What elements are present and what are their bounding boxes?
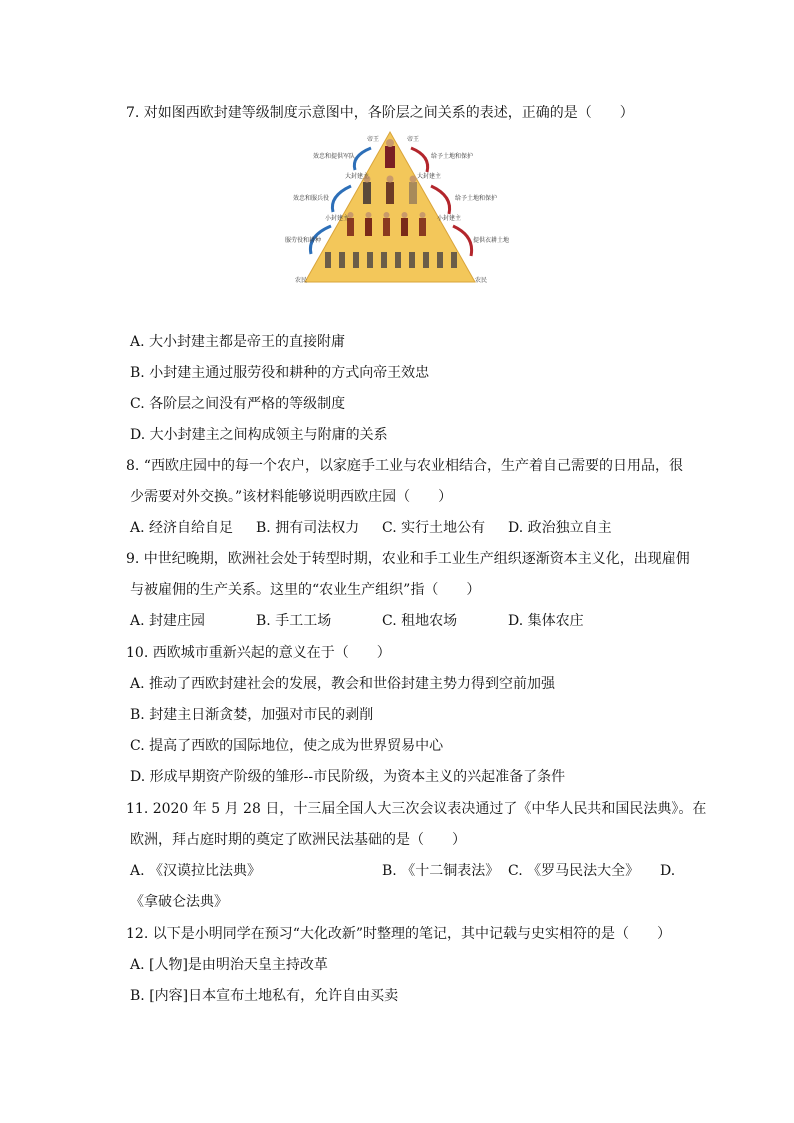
tier-label-great-lord-right: 大封建主 xyxy=(417,173,442,180)
tier-label-king-right: 帝王 xyxy=(407,136,420,143)
q10-option-a: A. 推动了西欧封建社会的发展，教会和世俗封建主势力得到空前加强 xyxy=(130,676,556,692)
q9-stem-line1: 9. 中世纪晚期，欧洲社会处于转型时期，农业和手工业生产组织逐渐资本主义化，出现雇佣 xyxy=(126,551,690,567)
tier-label-peasant-left: 农民 xyxy=(295,277,308,284)
q7-option-d: D. 大小封建主之间构成领主与附庸的关系 xyxy=(130,427,388,443)
q11-option-c: C. 《罗马民法大全》 xyxy=(508,863,640,879)
q8-option-c: C. 实行土地公有 xyxy=(382,520,486,536)
king-figure xyxy=(385,139,395,168)
q9-option-a: A. 封建庄园 xyxy=(130,613,206,629)
q11-stem-line2: 欧洲，拜占庭时期的奠定了欧洲民法基础的是（ ） xyxy=(130,832,466,848)
q9-stem-line2: 与被雇佣的生产关系。这里的“农业生产组织”指（ ） xyxy=(130,582,481,598)
tier-label-lesser-lord-right: 小封建主 xyxy=(437,215,462,222)
q12-option-a: A. [人物]是由明治天皇主持改革 xyxy=(130,957,328,973)
q8-option-a: A. 经济自给自足 xyxy=(130,520,234,536)
left-relation-label-3: 服劳役和耕种 xyxy=(285,237,322,244)
q11-option-b: B. 《十二铜表法》 xyxy=(382,863,500,879)
q10-option-d: D. 形成早期资产阶级的雏形--市民阶级，为资本主义的兴起准备了条件 xyxy=(130,769,566,785)
q7-stem: 7. 对如图西欧封建等级制度示意图中，各阶层之间关系的表述，正确的是（ ） xyxy=(126,105,634,121)
q7-option-c: C. 各阶层之间没有严格的等级制度 xyxy=(130,396,346,412)
q9-option-b: B. 手工工场 xyxy=(256,613,332,629)
q8-stem-line2: 少需要对外交换。”该材料能够说明西欧庄园（ ） xyxy=(130,489,453,505)
tier-label-lesser-lord-left: 小封建主 xyxy=(325,215,350,222)
q10-stem: 10. 西欧城市重新兴起的意义在于（ ） xyxy=(126,645,391,661)
right-relation-label-2: 给予土地和保护 xyxy=(455,195,498,202)
q11-option-d: D. xyxy=(660,863,676,879)
tier-label-king-left: 帝王 xyxy=(367,136,380,143)
tier-label-peasant-right: 农民 xyxy=(475,277,488,284)
q7-option-a: A. 大小封建主都是帝王的直接附庸 xyxy=(130,334,346,350)
left-relation-label-2: 效忠和服兵役 xyxy=(293,195,330,202)
tier-label-great-lord-left: 大封建主 xyxy=(345,173,370,180)
q9-option-d: D. 集体农庄 xyxy=(508,613,584,629)
q12-stem: 12. 以下是小明同学在预习“大化改新”时整理的笔记，其中记载与史实相符的是（ ） xyxy=(126,926,672,942)
q8-option-b: B. 拥有司法权力 xyxy=(256,520,360,536)
q12-option-b: B. [内容]日本宣布土地私有，允许自由买卖 xyxy=(130,988,399,1004)
q11-option-a: A. 《汉谟拉比法典》 xyxy=(130,863,262,879)
q11-option-d-text: 《拿破仑法典》 xyxy=(130,894,228,910)
q9-option-c: C. 租地农场 xyxy=(382,613,458,629)
q10-option-c: C. 提高了西欧的国际地位，使之成为世界贸易中心 xyxy=(130,738,444,754)
feudal-hierarchy-diagram xyxy=(285,130,510,290)
left-relation-label-1: 效忠和提供军队 xyxy=(313,153,356,160)
q11-stem-line1: 11. 2020 年 5 月 28 日，十三届全国人大三次会议表决通过了《中华人民共和国民法典》。在 xyxy=(126,801,707,817)
q8-stem-line1: 8. “西欧庄园中的每一个农户，以家庭手工业与农业相结合，生产着自己需要的日用品，很 xyxy=(126,458,683,474)
q8-option-d: D. 政治独立自主 xyxy=(508,520,612,536)
q10-option-b: B. 封建主日渐贪婪，加强对市民的剥削 xyxy=(130,707,374,723)
q7-option-b: B. 小封建主通过服劳役和耕种的方式向帝王效忠 xyxy=(130,365,430,381)
right-relation-label-1: 给予土地和保护 xyxy=(431,153,474,160)
right-relation-label-3: 提供衣耕土地 xyxy=(473,237,510,244)
